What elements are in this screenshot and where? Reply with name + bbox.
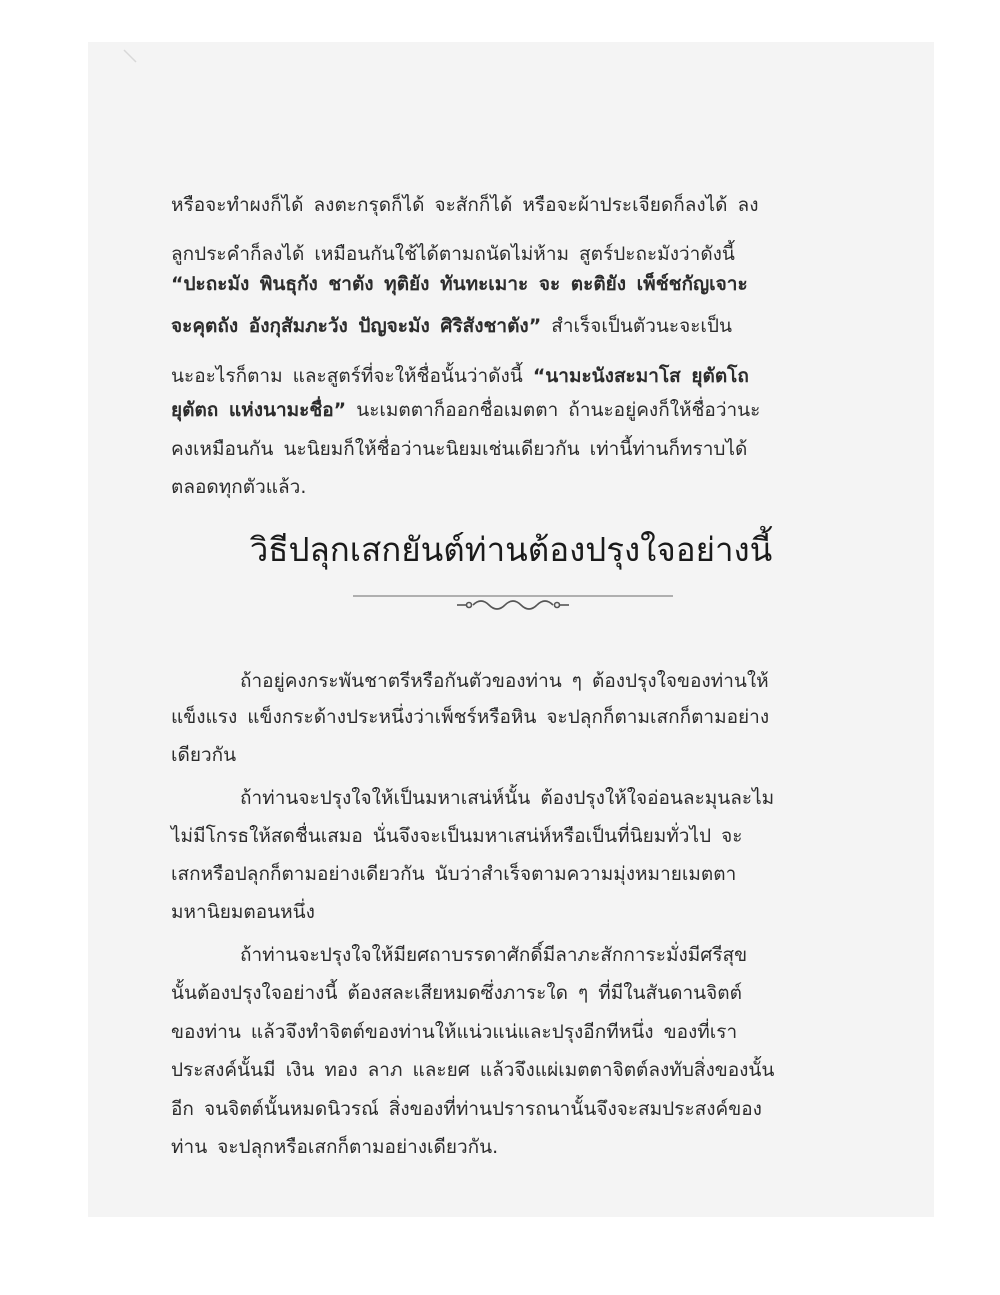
- text-line: เดียวกัน: [171, 744, 237, 766]
- text-line: อีก จนจิตต์นั้นหมดนิวรณ์ สิ่งของที่ท่านปรารถนานั้นจึงจะสมประสงค์ของ: [171, 1098, 762, 1120]
- bold-text-segment: จะคุตถัง อังกุสัมภะวัง ปัญจะมัง ศิริสังชาตัง”: [171, 315, 542, 337]
- text-segment: นะเมตตาก็ออกชื่อเมตตา ถ้านะอยู่คงก็ให้ชื่อว่านะ: [346, 399, 761, 421]
- text-line: [171, 240, 735, 268]
- text-line: [171, 473, 306, 501]
- text-line: ไม่มีโกรธให้สดชื่นเสมอ นั่นจึงจะเป็นมหาเสน่ห์หรือเป็นที่นิยมทั่วไป จะ: [171, 825, 743, 847]
- bold-text-segment: ยุตัตถ แห่งนามะชื่อ”: [171, 399, 347, 421]
- text-segment: นะอะไรก็ตาม และสูตร์ที่จะให้ชื่อนั้นว่าดังนี้: [171, 365, 533, 387]
- text-segment: สำเร็จเป็นตัวนะจะเป็น: [541, 315, 732, 337]
- text-line: เสกหรือปลุกก็ตามอย่างเดียวกัน นับว่าสำเร็จตามความมุ่งหมายเมตตา: [171, 863, 737, 885]
- bold-text-segment: “ปะถะมัง พินธุกัง ชาตัง ทุติยัง ทันทะเมาะ จะ ตะติยัง เพ็ช์ชกัญเจาะ: [171, 273, 748, 295]
- text-line: [171, 435, 747, 463]
- text-line: [171, 191, 758, 219]
- text-segment: หรือจะทำผงก็ได้ ลงตะกรุดก็ได้ จะสักก็ได้ หรือจะผ้าประเจียดก็ลงได้ ลง: [171, 194, 759, 216]
- text-segment: ตลอดทุกตัวแล้ว.: [171, 476, 307, 498]
- text-line: ประสงค์นั้นมี เงิน ทอง ลาภ และยศ แล้วจึงแผ่เมตตาจิตต์ลงทับสิ่งของนั้น: [171, 1059, 775, 1081]
- page-fold-mark: [88, 42, 148, 82]
- text-line: ของท่าน แล้วจึงทำจิตต์ของท่านให้แน่วแน่และปรุงอีกทีหนึ่ง ของที่เรา: [171, 1021, 738, 1043]
- ornament-divider: [353, 587, 673, 615]
- text-line: มหานิยมตอนหนึ่ง: [171, 901, 315, 923]
- text-line: [171, 362, 749, 390]
- text-line: ถ้าท่านจะปรุงใจให้เป็นมหาเสน่ห์นั้น ต้องปรุงให้ใจอ่อนละมุนละไม: [240, 787, 775, 809]
- text-line: ถ้าอยู่คงกระพันชาตรีหรือกันตัวของท่าน ๆ ต้องปรุงใจของท่านให้: [240, 670, 769, 692]
- text-line: แข็งแรง แข็งกระด้างประหนึ่งว่าเพ็ชร์หรือหิน จะปลุกก็ตามเสกก็ตามอย่าง: [171, 706, 770, 728]
- text-line: นั้นต้องปรุงใจอย่างนี้ ต้องสละเสียหมดซึ่งภาระใด ๆ ที่มีในสันดานจิตต์: [171, 982, 742, 1004]
- text-segment: คงเหมือนกัน นะนิยมก็ให้ชื่อว่านะนิยมเช่นเดียวกัน เท่านี้ท่านก็ทราบได้: [171, 438, 748, 460]
- text-line: ถ้าท่านจะปรุงใจให้มียศถาบรรดาศักดิ์มีลาภะสักการะมั่งมีศรีสุข: [240, 944, 748, 966]
- book-page: [88, 42, 934, 1217]
- text-line: ท่าน จะปลุกหรือเสกก็ตามอย่างเดียวกัน.: [171, 1136, 499, 1158]
- text-line: [171, 312, 732, 340]
- text-segment: ลูกประคำก็ลงได้ เหมือนกันใช้ได้ตามถนัดไม่ห้าม สูตร์ปะถะมังว่าดังนี้: [171, 243, 735, 265]
- bold-text-segment: “นามะนังสะมาโส ยุตัตโถ: [532, 365, 749, 387]
- text-line: [171, 270, 748, 298]
- section-heading: วิธีปลุกเสกยันต์ท่านต้องปรุงใจอย่างนี้: [249, 530, 773, 569]
- text-line: [171, 396, 760, 424]
